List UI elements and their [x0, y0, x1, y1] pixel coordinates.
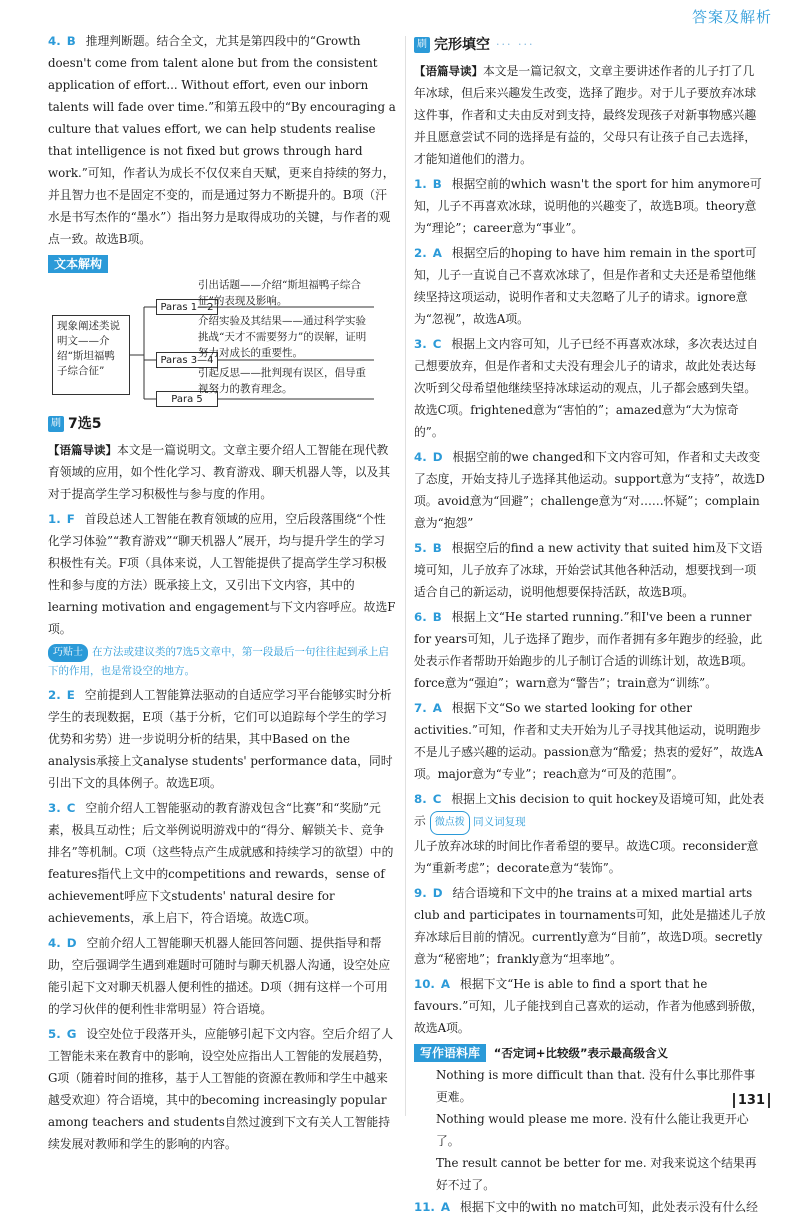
item-number: 10.	[414, 977, 435, 991]
guide-tag: 【语篇导读】	[414, 64, 483, 78]
answer-item	[414, 973, 766, 1039]
item-number: 2.	[48, 688, 61, 702]
right-column	[414, 30, 766, 1221]
answer-item	[414, 606, 766, 694]
column-divider	[405, 36, 406, 1116]
item-answer: C	[432, 337, 442, 351]
item-explanation: 根据下文中的with no match可知，此处表示没有什么经	[460, 1200, 758, 1214]
item-answer: C	[66, 801, 76, 815]
item-number: 11.	[414, 1200, 435, 1214]
reading-guide	[414, 60, 766, 170]
writing-example: The result cannot be better for me. 对我来说这个结果再好不过了。	[436, 1156, 757, 1192]
answer-item	[414, 446, 766, 534]
diagram-root: 现象阐述类说明文——介绍“斯坦福鸭子综合征”	[52, 315, 130, 395]
answer-item	[48, 932, 396, 1020]
item-answer: D	[66, 936, 77, 950]
item-answer: A	[440, 977, 451, 991]
section-title-text: 完形填空	[434, 37, 490, 53]
section-badge: 刷	[414, 37, 430, 53]
item-answer: F	[66, 512, 75, 526]
item-explanation: 设空处位于段落开头，应能够引起下文内容。空后介绍了人工智能未来在教育中的影响，设空处应指出人工智能的发展趋势，G项（随着时间的推移，基于人工智能的资源在教师和学生中越来越受欢迎）符合语境，其中的becoming increasingly popular among teachers and students自然过渡到下文有关人工智能持续发展对教师和学生的影响的内容。	[48, 1027, 394, 1151]
hint-tag: 微点拨	[430, 811, 470, 835]
answer-item	[414, 242, 766, 330]
item-number: 8.	[414, 792, 427, 806]
item-answer: A	[432, 246, 442, 260]
guide-tag: 【语篇导读】	[48, 443, 117, 457]
section-dots: ··· ···	[496, 38, 535, 51]
answer-item	[414, 537, 766, 603]
item-explanation: 首段总述人工智能在教育领域的应用，空后段落围绕“个性化学习体验”“教育游戏”“聊天机器人”展开，均与提升学生的学习积极性有关。F项（具体来说，人工智能提供了提高学生学习积极性和参与度的方法）既承接上文，又引出下文内容，其中的learning motivation and engagement与下文内容呼应。故选F项。	[48, 512, 396, 636]
section-title-text: 7选5	[68, 416, 102, 432]
diagram-para-label: Para 5	[156, 391, 218, 407]
item-explanation: 根据空前的which wasn't the sport for him anymore可知，儿子不再喜欢冰球，说明他的兴趣变了，故选B项。theory意为“理论”；career意为“事业”。	[414, 177, 762, 235]
tip-text: 在方法或建议类的7选5文章中，第一段最后一句往往起到承上启下的作用，也是常设空的地方。	[48, 646, 389, 677]
text-structure-tag: 文本解构	[48, 255, 108, 273]
writing-example: Nothing would please me more. 没有什么能让我更开心了。	[436, 1112, 749, 1148]
item-number: 3.	[48, 801, 61, 815]
item-number: 2.	[414, 246, 427, 260]
tip-tag: 巧贴士	[48, 644, 88, 662]
guide-text: 本文是一篇记叙文，文章主要讲述作者的儿子打了几年冰球，但后来兴趣发生改变，选择了跑步。对于儿子要放弃冰球这件事，作者和丈夫由反对到支持，最终发现孩子对新事物感兴趣并且愿意尝试不同的选择是有益的，父母只有让孩子自己去选择，才能知道他们的潜力。	[414, 64, 757, 166]
item-number: 9.	[414, 886, 427, 900]
item-answer: B	[432, 177, 442, 191]
diagram-para-desc: 介绍实验及其结果——通过科学实验挑战“天才不需要努力”的误解，证明努力对成长的重要性。	[198, 315, 367, 359]
section-title	[48, 413, 396, 435]
answer-item	[414, 333, 766, 443]
item-explanation: 空前介绍人工智能驱动的教育游戏包含“比赛”和“奖励”元素，极具互动性；后文举例说明游戏中的“得分、解锁关卡、竞争排名”等机制。C项（这些特点产生成就感和持续学习的欲望）中的features指代上文中的competitions and rewards，sense of achievement呼应下文students' natural desire for achievements，承上启下，符合语境。故选C项。	[48, 801, 394, 925]
answer-item-8	[414, 788, 766, 879]
answer-item	[48, 797, 396, 929]
item-number: 7.	[414, 701, 427, 715]
item-answer: B	[432, 610, 442, 624]
item-explanation: 根据上文内容可知，儿子已经不再喜欢冰球，多次表达过自己想要放弃，但是作者和丈夫没有理会儿子的请求，故此处表达每次听到父母希望他继续坚持冰球运动的观点，儿子都会感到失望。故选C项。frightened意为“害怕的”；amazed意为“大为惊奇的”。	[414, 337, 759, 439]
section-title	[414, 34, 766, 56]
page-number: 131	[733, 1093, 770, 1108]
item-answer: A	[440, 1200, 451, 1214]
item-explanation: 空前介绍人工智能聊天机器人能回答问题、提供指导和帮助，空后强调学生遇到难题时可随时与聊天机器人沟通，设空处应能引起下文对聊天机器人便利性的描述。D项（拥有这样一个可用的学习伙伴的便利性非常明显）符合语境。	[48, 936, 391, 1016]
diagram-para-desc: 引出话题——介绍“斯坦福鸭子综合征”的表现及影响。	[198, 279, 361, 307]
item-number: 1.	[414, 177, 427, 191]
tip-box	[48, 643, 396, 680]
item-answer: E	[66, 688, 75, 702]
answer-item	[48, 684, 396, 794]
item-explanation: 结合语境和下文中的he trains at a mixed martial arts club and participates in tournaments可知，此处是描述儿子放弃冰球后目前的情况。currently意为“目前”，故选D项。secretly意为“秘密地”；frankly意为“坦率地”。	[414, 886, 766, 966]
hint-note	[430, 816, 526, 828]
item-explanation: 根据空后的hoping to have him remain in the sport可知，儿子一直说自己不喜欢冰球了，但是作者和丈夫还是希望他继续坚持这项运动，说明作者和丈夫忽略了儿子的请求。ignore意为“忽视”，故选A项。	[414, 246, 757, 326]
item-answer: C	[432, 792, 442, 806]
answer-item	[48, 508, 396, 640]
header-label: 答案及解析	[691, 8, 772, 26]
item-explanation: 推理判断题。结合全文，尤其是第四段中的“Growth doesn't come from talent alone but from the consistent application of effort... Without effort, even our inborn talents will fade over time.”和第五段中的“By encouraging a culture that values effort, we can help students realise that intelligence is not fixed but grows through hard work.”可知，作者认为成长不仅仅来自天赋，更来自持续的努力，并且智力也不是固定不变的，而是通过努力不断提升的。B项（汗水是书写杰作的“墨水”）指出努力是取得成功的关键，与作者的观点一致。故选B项。	[48, 34, 396, 246]
item-explanation: 根据空前的we changed和下文内容可知，作者和丈夫改变了态度，开始支持儿子选择其他运动。support意为“支持”，故选D项。avoid意为“回避”；challenge意为“对……怀疑”；complain意为“抱怨”	[414, 450, 765, 530]
item-explanation: 根据空后的find a new activity that suited him及下文语境可知，儿子放弃了冰球，开始尝试其他各种活动，想要找到一项适合自己的新运动，说明他想要保持活跃，故选B项。	[414, 541, 763, 599]
item-number: 6.	[414, 610, 427, 624]
item-number: 5.	[48, 1027, 61, 1041]
item-number: 5.	[414, 541, 427, 555]
item-number: 3.	[414, 337, 427, 351]
item-number: 4.	[48, 34, 61, 48]
reading-guide	[48, 439, 396, 505]
item-number: 1.	[48, 512, 61, 526]
diagram-para-label: Paras 1—2	[156, 299, 218, 315]
item-lead: 根据上文his decision to quit hockey及语境可知，此处表示	[414, 792, 765, 828]
item-explanation: 根据下文“He is able to find a sport that he favours.”可知，儿子能找到自己喜欢的运动，作者为他感到骄傲，故选A项。	[414, 977, 764, 1035]
section-badge: 刷	[48, 416, 64, 432]
hint-text: 同义词复现	[473, 816, 526, 828]
answer-item	[48, 1023, 396, 1155]
item-explanation: 空前提到人工智能算法驱动的自适应学习平台能够实时分析学生的表现数据，E项（基于分析，它们可以追踪每个学生的学习优势和劣势）进一步说明分析的结果，其中Based on the analysis承接上文analyse students' performance data，同时引出下文的具体例子。故选E项。	[48, 688, 393, 790]
answer-item	[414, 697, 766, 785]
item-explanation: 根据上文“He started running.”和I've been a runner for years可知，儿子选择了跑步，而作者拥有多年跑步的经验，此处表示作者帮助开始跑步的儿子制订合适的训练计划，故选B项。force意为“强迫”；warn意为“警告”；train意为“训练”。	[414, 610, 763, 690]
writing-example: Nothing is more difficult than that. 没有什么事比那件事更难。	[436, 1068, 756, 1104]
writing-corpus	[414, 1042, 766, 1196]
item-explanation: 根据下文“So we started looking for other activities.”可知，作者和丈夫开始为儿子寻找其他运动，说明跑步不是儿子感兴趣的运动。passion意为“酷爱；热衷的爱好”，故选A项。major意为“专业”；reach意为“可及的范围”。	[414, 701, 763, 781]
diagram-para-label: Paras 3—4	[156, 352, 218, 368]
item-number: 4.	[48, 936, 61, 950]
item-answer: B	[432, 541, 442, 555]
left-column	[48, 30, 396, 1158]
writing-corpus-tag: 写作语料库	[414, 1044, 486, 1062]
item-answer: G	[66, 1027, 77, 1041]
answer-item	[414, 173, 766, 239]
item-number: 4.	[414, 450, 427, 464]
text-structure-diagram	[48, 277, 378, 407]
item-answer: B	[66, 34, 76, 48]
guide-text: 本文是一篇说明文。文章主要介绍人工智能在现代教育领域的应用，如个性化学习、教育游戏、聊天机器人等，以及其对于提高学生学习积极性与参与度的作用。	[48, 443, 391, 501]
diagram-para-desc: 引起反思——批判现有误区，倡导重视努力的教育理念。	[198, 367, 366, 395]
answer-item	[414, 882, 766, 970]
item-answer: D	[432, 450, 443, 464]
item-explanation: 儿子放弃冰球的时间比作者希望的要早。故选C项。reconsider意为“重新考虑”；decorate意为“装饰”。	[414, 839, 759, 875]
answer-item-4	[48, 30, 396, 250]
answer-item	[414, 1196, 766, 1218]
item-answer: D	[432, 886, 443, 900]
writing-corpus-title: “否定词+比较级”表示最高级含义	[493, 1046, 669, 1060]
item-answer: A	[432, 701, 442, 715]
